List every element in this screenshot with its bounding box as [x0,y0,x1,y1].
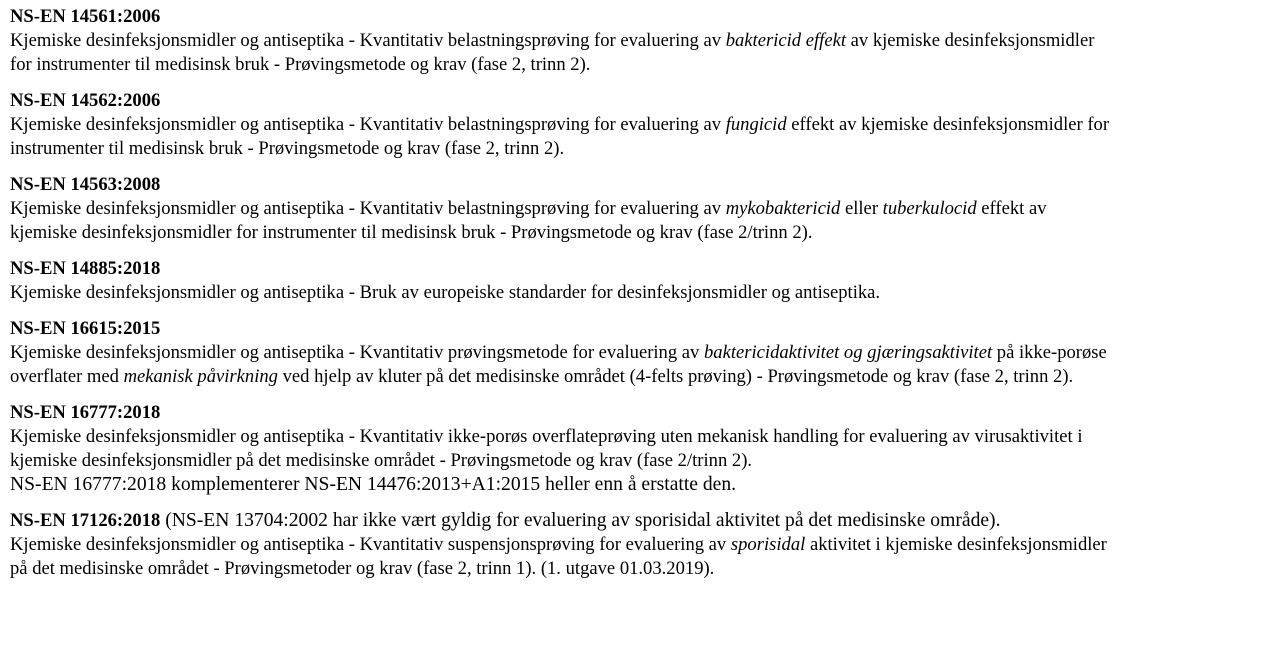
standard-entry [10,317,1284,389]
text-segment: Kjemiske desinfeksjonsmidler og antiseptika - Kvantitativ belastningsprøving for evaluering av [10,30,726,51]
text-segment: Kjemiske desinfeksjonsmidler og antiseptika - Kvantitativ belastningsprøving for evaluering av [10,114,726,135]
emphasis-segment: baktericidaktivitet og gjæringsaktivitet [704,342,993,363]
description-line [10,365,1284,389]
emphasis-segment: fungicid [725,114,787,135]
standard-entry [10,173,1284,245]
text-segment: ved hjelp av kluter på det medisinske området (4-felts prøving) - Prøvingsmetode og krav (fase 2, trinn 2). [277,366,1074,387]
description-line [10,449,1284,473]
text-segment: på det medisinske området - Prøvingsmetoder og krav (fase 2, trinn 1). (1. utgave 01.03.2019). [10,558,715,579]
description-line [10,557,1284,581]
text-segment: effekt av [976,198,1047,219]
text-segment: Kjemiske desinfeksjonsmidler og antiseptika - Kvantitativ belastningsprøving for evaluering av [10,198,726,219]
complement-note: NS-EN 16777:2018 komplementerer NS-EN 14476:2013+A1:2015 heller enn å erstatte den. [10,474,737,495]
text-segment: Kjemiske desinfeksjonsmidler og antiseptika - Bruk av europeiske standarder for desinfeksjonsmidler og antiseptika. [10,282,881,303]
emphasis-segment: tuberkulocid [882,198,977,219]
standard-code: NS-EN 14563:2008 [10,174,161,195]
standard-code: NS-EN 14885:2018 [10,258,161,279]
emphasis-segment: sporisidal [730,534,806,555]
text-segment: Kjemiske desinfeksjonsmidler og antiseptika - Kvantitativ ikke-porøs overflateprøving uten mekanisk handling for evaluering av virusaktivitet i [10,426,1083,447]
standard-entry [10,89,1284,161]
text-segment: på ikke-porøse [992,342,1107,363]
description-line [10,425,1284,449]
standard-code: NS-EN 16777:2018 [10,402,161,423]
text-segment: aktivitet i kjemiske desinfeksjonsmidler [805,534,1107,555]
standard-code: NS-EN 14562:2006 [10,90,161,111]
standard-code: NS-EN 16615:2015 [10,318,161,339]
description-line [10,197,1284,221]
emphasis-segment: baktericid effekt [725,30,846,51]
standard-entry [10,5,1284,77]
text-segment: overflater med [10,366,124,387]
standard-entry [10,509,1284,581]
description-line [10,137,1284,161]
description-line [10,281,1284,305]
text-segment: kjemiske desinfeksjonsmidler for instrumenter til medisinsk bruk - Prøvingsmetode og krav (fase 2/trinn 2). [10,222,813,243]
text-segment: for instrumenter til medisinsk bruk - Prøvingsmetode og krav (fase 2, trinn 2). [10,54,591,75]
text-segment: Kjemiske desinfeksjonsmidler og antiseptika - Kvantitativ prøvingsmetode for evaluering av [10,342,704,363]
description-line [10,533,1284,557]
standard-heading [10,509,1284,533]
standard-code: NS-EN 17126:2018 [10,510,161,531]
description-line [10,29,1284,53]
description-line [10,221,1284,245]
validity-note: (NS-EN 13704:2002 har ikke vært gyldig for evaluering av sporisidal aktivitet på det medisinske område). [160,510,1001,531]
text-segment: kjemiske desinfeksjonsmidler på det medisinske området - Prøvingsmetode og krav (fase 2/trinn 2). [10,450,753,471]
text-segment: effekt av kjemiske desinfeksjonsmidler for [786,114,1110,135]
text-segment: instrumenter til medisinsk bruk - Prøvingsmetode og krav (fase 2, trinn 2). [10,138,565,159]
description-line [10,113,1284,137]
emphasis-segment: mykobaktericid [725,198,841,219]
standard-entry [10,401,1284,497]
description-line [10,53,1284,77]
standard-entry [10,257,1284,305]
text-segment: Kjemiske desinfeksjonsmidler og antiseptika - Kvantitativ suspensjonsprøving for evaluering av [10,534,731,555]
standard-code: NS-EN 14561:2006 [10,6,161,27]
description-line [10,341,1284,365]
text-segment: eller [840,198,883,219]
text-segment: av kjemiske desinfeksjonsmidler [846,30,1095,51]
emphasis-segment: mekanisk påvirkning [123,366,278,387]
